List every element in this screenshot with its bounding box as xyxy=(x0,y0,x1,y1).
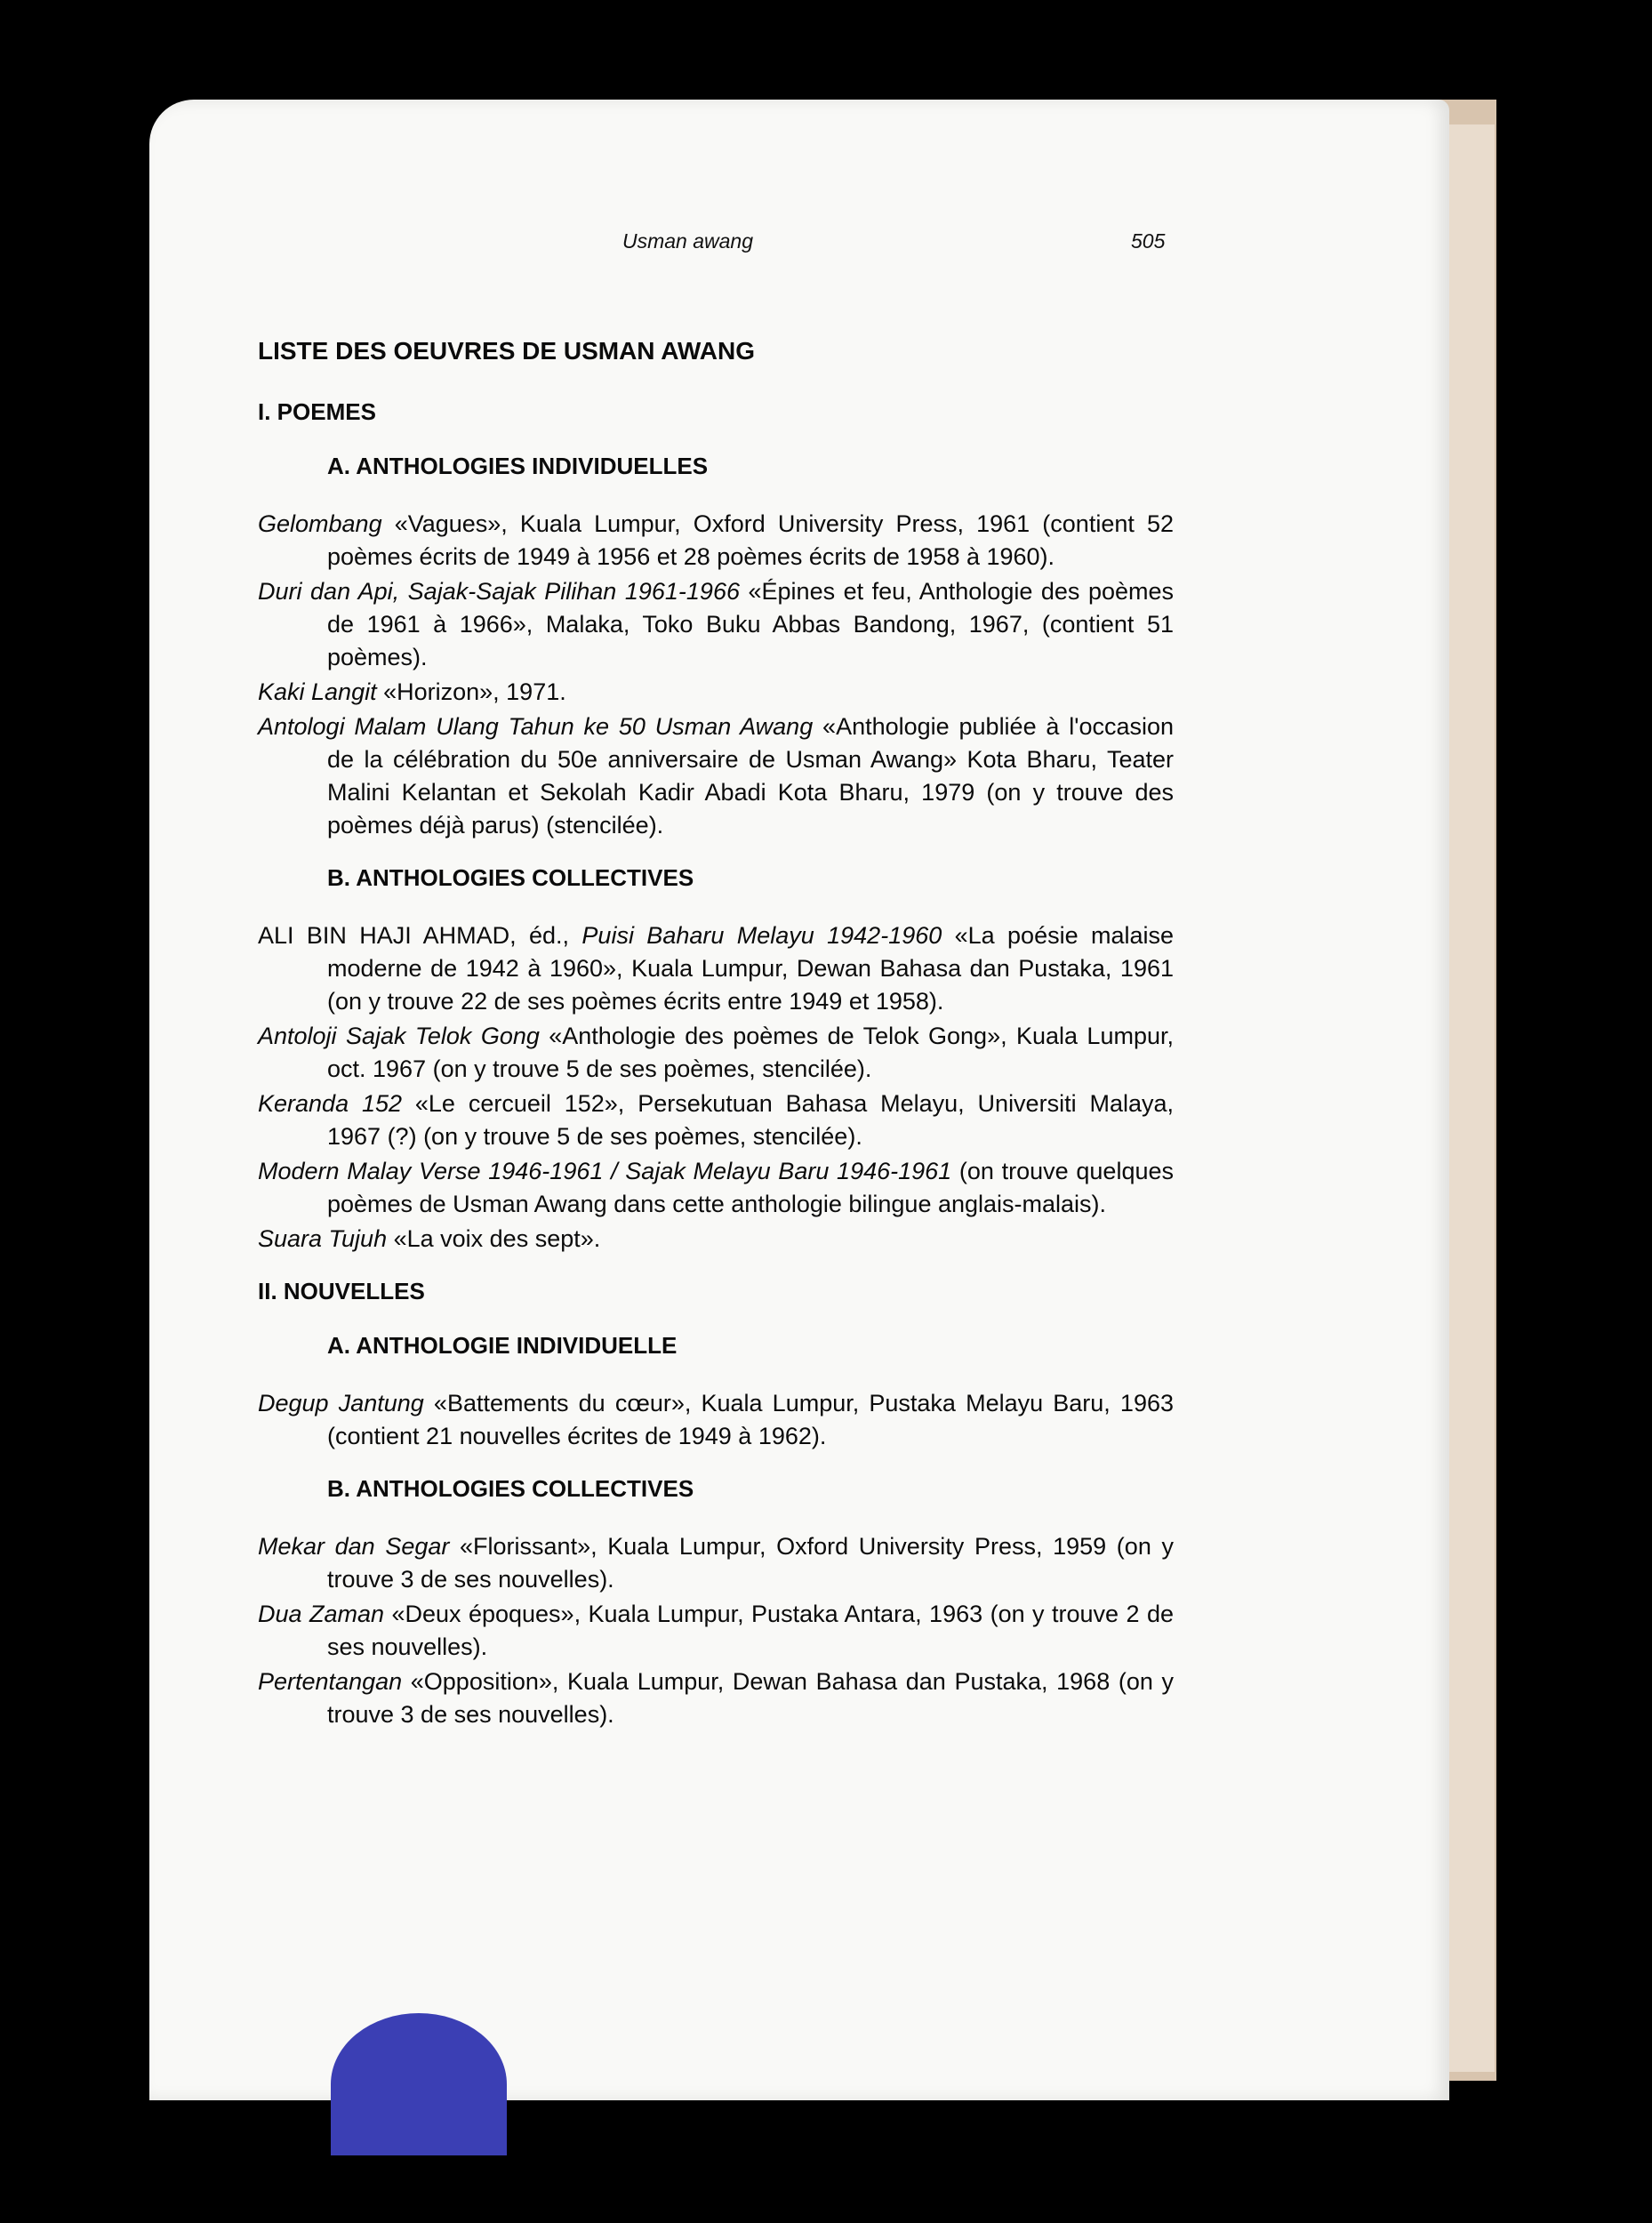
entry-details: (on trouve quelques poèmes de Usman Awang dans cette anthologie bilingue anglais-malais). xyxy=(327,1158,1174,1217)
entry-details: «Deux époques», Kuala Lumpur, Pustaka Antara, 1963 (on y trouve 2 de ses nouvelles). xyxy=(327,1601,1174,1660)
entry-title: Duri dan Api, Sajak-Sajak Pilihan 1961-1966 xyxy=(258,578,740,605)
bibliography-entry xyxy=(258,1223,1174,1256)
entry-editor: ALI BIN HAJI AHMAD, éd., xyxy=(258,922,582,949)
entry-details: «Anthologie publiée à l'occasion de la célébration du 50e anniversaire de Usman Awang» Kota Bharu, Teater Malini Kelantan et Sekolah Kadir Abadi Kota Bharu, 1979 (on y trouve des poèmes déjà parus) (stencilée). xyxy=(327,713,1175,839)
entry-details: «Épines et feu, Anthologie des poèmes de 1961 à 1966», Malaka, Toko Buku Abbas Bandong, 1967, (contient 51 poèmes). xyxy=(327,578,1174,670)
bibliography-entry xyxy=(258,1020,1174,1086)
bibliography-entry xyxy=(258,919,1174,1018)
bibliography-entry xyxy=(258,508,1174,574)
bibliography-entry xyxy=(258,676,1174,709)
bibliography-entry xyxy=(258,710,1174,842)
subsection-heading: A. ANTHOLOGIE INDIVIDUELLE xyxy=(327,1332,678,1359)
entry-details: «La poésie malaise moderne de 1942 à 1960», Kuala Lumpur, Dewan Bahasa dan Pustaka, 1961 (on y trouve 22 de ses poèmes écrits entre 1949 et 1958). xyxy=(327,922,1175,1015)
entry-details: «La voix des sept». xyxy=(387,1225,601,1252)
bibliography-entry xyxy=(258,1598,1174,1664)
entry-details: «Florissant», Kuala Lumpur, Oxford University Press, 1959 (on y trouve 3 de ses nouvelles). xyxy=(327,1533,1174,1593)
entry-title: Degup Jantung xyxy=(258,1390,424,1416)
page-content xyxy=(258,334,1174,1733)
entry-title: Gelombang xyxy=(258,510,382,537)
entry-title: Dua Zaman xyxy=(258,1601,385,1627)
entry-title: Puisi Baharu Melayu 1942-1960 xyxy=(581,922,942,949)
bibliography-entry xyxy=(258,1155,1174,1221)
entry-title: Keranda 152 xyxy=(258,1090,403,1117)
entry-details: «Le cercueil 152», Persekutuan Bahasa Melayu, Universiti Malaya, 1967 (?) (on y trouve 5 de ses poèmes, stencilée). xyxy=(327,1090,1174,1150)
entry-details: «Battements du cœur», Kuala Lumpur, Pustaka Melayu Baru, 1963 (contient 21 nouvelles écrites de 1949 à 1962). xyxy=(327,1390,1174,1449)
bibliography-entry xyxy=(258,1387,1174,1453)
running-title: Usman awang xyxy=(622,229,754,253)
section-heading-nouvelles: II. NOUVELLES xyxy=(258,1278,425,1304)
entry-details: «Anthologie des poèmes de Telok Gong», Kuala Lumpur, oct. 1967 (on y trouve 5 de ses poèmes, stencilée). xyxy=(327,1023,1174,1082)
entry-details: «Horizon», 1971. xyxy=(376,678,566,705)
entry-title: Modern Malay Verse 1946-1961 / Sajak Melayu Baru 1946-1961 xyxy=(258,1158,952,1184)
entry-title: Suara Tujuh xyxy=(258,1225,388,1252)
ink-stain xyxy=(331,2013,507,2155)
entry-title: Kaki Langit xyxy=(258,678,377,705)
bibliography-entry xyxy=(258,1087,1174,1153)
section-heading-poemes: I. POEMES xyxy=(258,398,376,425)
subsection-heading: B. ANTHOLOGIES COLLECTIVES xyxy=(327,864,694,891)
page-number: 505 xyxy=(1131,229,1166,253)
entry-title: Pertentangan xyxy=(258,1668,403,1695)
entry-title: Mekar dan Segar xyxy=(258,1533,450,1560)
entry-details: «Opposition», Kuala Lumpur, Dewan Bahasa dan Pustaka, 1968 (on y trouve 3 de ses nouvelles). xyxy=(327,1668,1174,1728)
entry-title: Antologi Malam Ulang Tahun ke 50 Usman Awang xyxy=(258,713,814,740)
entry-details: «Vagues», Kuala Lumpur, Oxford University Press, 1961 (contient 52 poèmes écrits de 1949 à 1956 et 28 poèmes écrits de 1958 à 1960). xyxy=(327,510,1174,570)
subsection-heading: B. ANTHOLOGIES COLLECTIVES xyxy=(327,1475,694,1502)
bibliography-entry xyxy=(258,1530,1174,1596)
subsection-heading: A. ANTHOLOGIES INDIVIDUELLES xyxy=(327,453,709,479)
bibliography-entry xyxy=(258,575,1174,674)
bibliography-entry xyxy=(258,1665,1174,1731)
list-title: LISTE DES OEUVRES DE USMAN AWANG xyxy=(258,337,756,365)
entry-title: Antoloji Sajak Telok Gong xyxy=(258,1023,540,1049)
